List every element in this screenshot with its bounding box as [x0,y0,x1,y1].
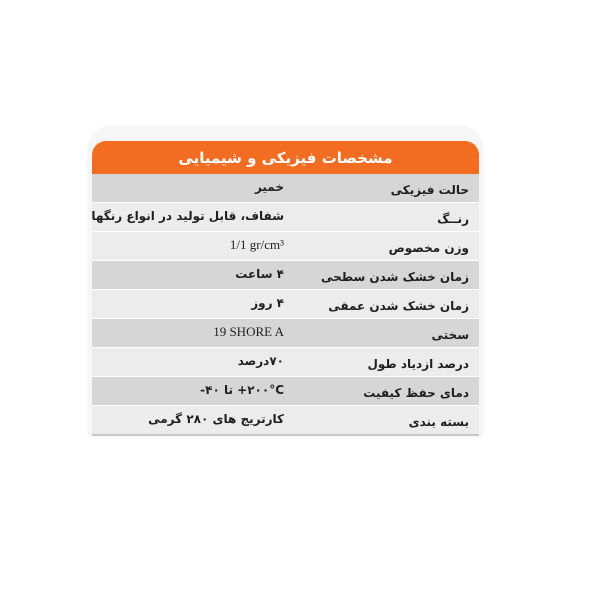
row-value: کارتریج های ۲۸۰ گرمی [148,412,284,426]
row-label: رنــگ [437,212,469,226]
row-value: 1/1 gr/cm³ [229,237,284,252]
row-value: ۴ روز [251,296,284,310]
row-label: دمای حفظ کیفیت [363,386,469,400]
row-label: زمان خشک شدن سطحی [320,270,469,284]
row-value: خمیر [254,180,284,194]
row-value: 19 SHORE A [213,324,284,339]
table-row [92,203,479,232]
table-row [92,174,479,203]
table-row [92,232,479,261]
table-row [92,377,479,406]
row-value: ۴ ساعت [235,267,284,281]
row-label: حالت فیزیکی [390,183,469,197]
table-header [92,141,479,174]
properties-card [89,127,482,436]
properties-table [92,174,479,435]
row-label: بسته بندی [408,415,469,429]
row-label: زمان خشک شدن عمقی [328,299,469,313]
table-row [92,290,479,319]
table-row [92,348,479,377]
table-row [92,261,479,290]
row-label: سختی [431,328,469,342]
row-value: ۷۰درصد [237,354,284,368]
row-label: درصد ازدیاد طول [367,357,469,371]
table-bottom-border [92,434,479,436]
row-value: ۲۰۰°C+ تا ۴۰- [200,383,284,397]
row-value: شفاف، قابل تولید در انواع رنگها [91,209,284,223]
row-label: وزن مخصوص [388,241,469,255]
table-row [92,406,479,435]
table-row [92,319,479,348]
table-title: مشخصات فیزیکی و شیمیایی [178,148,393,167]
